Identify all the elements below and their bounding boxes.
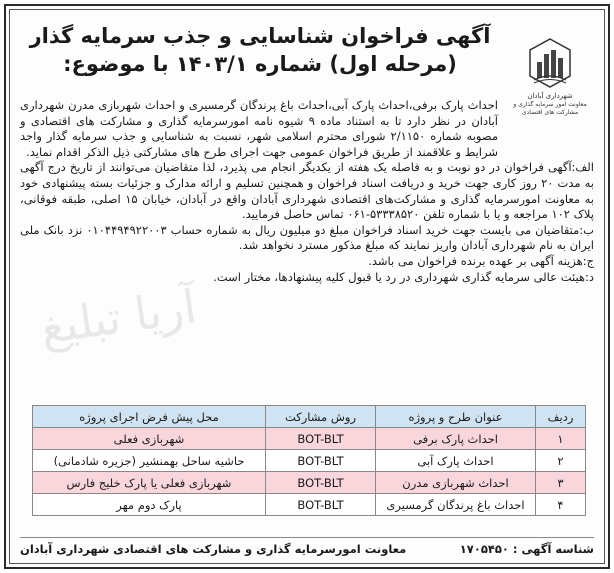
notice-footer <box>20 537 594 559</box>
table-row <box>33 428 586 450</box>
notice-body <box>20 98 594 285</box>
notice-title: آگهی فراخوان شناسایی و جذب سرمایه گذار <box>29 24 491 48</box>
notice-inner-border <box>9 9 605 564</box>
logo-emblem-icon <box>520 36 580 90</box>
project-location: پارک دوم مهر <box>33 494 266 516</box>
row-number: ۳ <box>536 472 586 494</box>
header-project-location: محل پیش فرض اجرای پروژه <box>33 406 266 428</box>
participation-method: BOT-BLT <box>266 450 376 472</box>
logo-caption-city: شهرداری آبادان <box>527 92 573 100</box>
paragraph-d: د:هیئت عالی سرمایه گذاری شهرداری در رد یا قبول کلیه پیشنهادها، مختار است. <box>213 269 594 284</box>
row-number: ۴ <box>536 494 586 516</box>
issuing-organization: معاونت امورسرمایه گذاری و مشارکت های اقتصادی شهرداری آبادان <box>20 541 407 556</box>
project-title: احداث باغ پرندگان گرمسیری <box>376 494 536 516</box>
paragraph-c: ج:هزینه آگهی بر عهده برنده فراخوان می باشد. <box>368 253 594 268</box>
notice-id: شناسه آگهی : ۱۷۰۵۴۵۰ <box>459 541 594 556</box>
table-row <box>33 494 586 516</box>
row-number: ۱ <box>536 428 586 450</box>
project-title: احداث پارک آبی <box>376 450 536 472</box>
row-number: ۲ <box>536 450 586 472</box>
header-participation-method: روش مشارکت <box>266 406 376 428</box>
project-location: شهربازی فعلی یا پارک خلیج فارس <box>33 472 266 494</box>
participation-method: BOT-BLT <box>266 428 376 450</box>
watermark-text: آریا تبلیغ <box>37 279 200 355</box>
notice-frame <box>4 4 610 569</box>
project-location: شهربازی فعلی <box>33 428 266 450</box>
project-location: حاشیه ساحل بهمنشیر (جزیره شادمانی) <box>33 450 266 472</box>
table-header-row <box>33 406 586 428</box>
logo-caption-department: معاونت امور سرمایه گذاری و مشارکت های اقتصادی <box>513 101 587 116</box>
participation-method: BOT-BLT <box>266 472 376 494</box>
header-project-title: عنوان طرح و پروژه <box>376 406 536 428</box>
table-row <box>33 472 586 494</box>
project-title: احداث پارک برفی <box>376 428 536 450</box>
table-row <box>33 450 586 472</box>
paragraph-b: ب:متقاضیان می بایست جهت خرید اسناد فراخوان مبلغ دو میلیون ریال به شماره حساب ۰۱۰۴۴۹۴۹۲۲۰۰۳ نزد بانک ملی ایران به نام شهرداری آبادان واریز نمایند که مبلغ مذکور مسترد نخواهد شد. <box>20 222 594 253</box>
projects-table <box>32 405 586 516</box>
project-title: احداث شهربازی مدرن <box>376 472 536 494</box>
notice-subtitle: (مرحله اول) شماره ۱۴۰۳/۱ با موضوع: <box>63 52 457 76</box>
intro-paragraph: احداث پارک برفی،احداث پارک آبی،احداث باغ پرندگان گرمسیری و احداث شهربازی مدرن شهرداری آبادان در نظر دارد تا به استناد ماده ۹ شیوه نامه امورسرمایه گذاری و مشارکت های اقتصادی و مصوبه شماره ۲/۱۱۵۰ شورای محترم اسلامی شهر، نسبت به شناسایی و جذب سرمایه گذار واجد شرایط و علاقمند از طریق فراخوان عمومی جهت اجرای طرح های مشارکتی ذیل الذکر اقدام نماید. <box>20 98 499 159</box>
header-row-number: ردیف <box>536 406 586 428</box>
paragraph-a: الف:آگهی فراخوان در دو نوبت و به فاصله یک هفته از یکدیگر انجام می پذیرد، لذا متقاضیان می‌توانند از تاریخ درج آگهی به مدت ۲۰ روز کاری جهت خرید و دریافت اسناد فراخوان و همچنین تسلیم و ارائه مدارک و جزئیات بسته پیشنهادی خود به معاونت امورسرمایه گذاری و مشارکت‌های اقتصادی شهرداری آبادان واقع در آبادان، خیابان ۱۵ اصلی، طبقه فوقانی، پلاک ۱۰۲ مراجعه و یا با شماره تلفن ۵۳۳۳۸۵۲۰-۰۶۱ تماس حاصل فرمایید. <box>20 160 595 222</box>
participation-method: BOT-BLT <box>266 494 376 516</box>
